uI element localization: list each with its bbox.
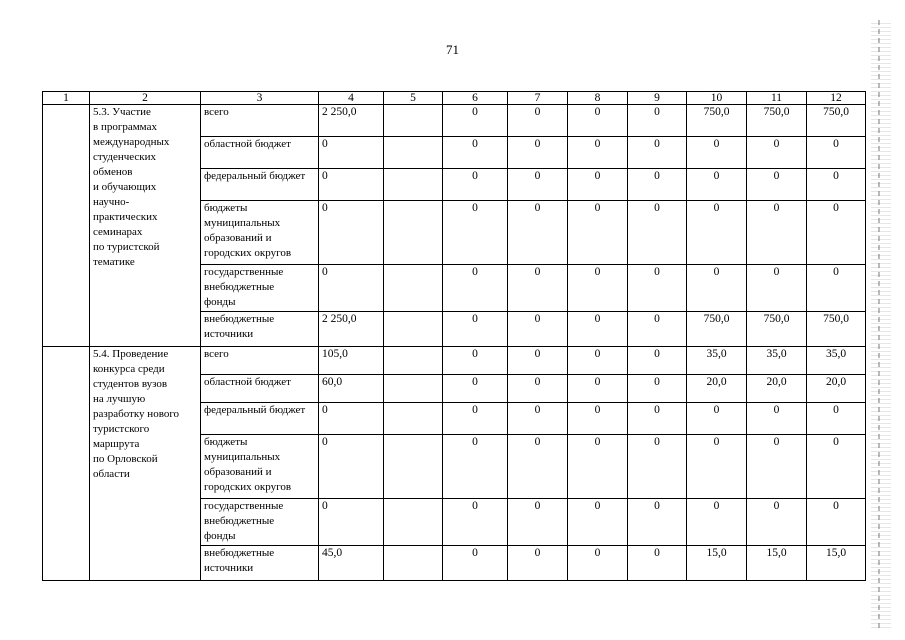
amount-c10: 750,0 [687,312,747,347]
column-header: 3 [201,92,319,105]
amount-c11: 0 [747,169,807,201]
amount-c11: 0 [747,265,807,312]
amount-c11: 750,0 [747,105,807,137]
amount-c11: 0 [747,137,807,169]
amount-c12: 750,0 [807,105,866,137]
table-row [43,347,866,375]
funding-source: всего [201,105,319,137]
column-header: 1 [43,92,90,105]
funding-source: внебюджетные источники [201,546,319,581]
amount-c7: 0 [508,105,568,137]
scan-artifact [878,20,880,630]
column-header: 7 [508,92,568,105]
amount-c9: 0 [628,546,687,581]
amount-c8: 0 [568,375,628,403]
amount-c11: 0 [747,201,807,265]
amount-c6: 0 [443,499,508,546]
amount-c4: 60,0 [319,375,384,403]
amount-c8: 0 [568,499,628,546]
page-number: 71 [446,42,459,57]
amount-c10: 0 [687,137,747,169]
amount-c12: 0 [807,169,866,201]
amount-c8: 0 [568,169,628,201]
amount-c8: 0 [568,435,628,499]
funding-source: областной бюджет [201,375,319,403]
amount-c5 [384,347,443,375]
amount-c8: 0 [568,312,628,347]
amount-c6: 0 [443,435,508,499]
amount-c10: 0 [687,499,747,546]
amount-c9: 0 [628,312,687,347]
amount-c5 [384,265,443,312]
amount-c9: 0 [628,201,687,265]
row-index-cell [43,347,90,581]
funding-source: федеральный бюджет [201,169,319,201]
amount-c6: 0 [443,546,508,581]
amount-c6: 0 [443,105,508,137]
amount-c5 [384,169,443,201]
amount-c4: 2 250,0 [319,312,384,347]
amount-c9: 0 [628,499,687,546]
column-header: 11 [747,92,807,105]
funding-source: бюджеты муниципальных образований и городских округов [201,201,319,265]
column-number-row [43,92,866,105]
amount-c4: 0 [319,499,384,546]
amount-c10: 750,0 [687,105,747,137]
amount-c11: 0 [747,435,807,499]
amount-c10: 0 [687,435,747,499]
funding-source: государственные внебюджетные фонды [201,499,319,546]
amount-c4: 0 [319,137,384,169]
amount-c6: 0 [443,137,508,169]
scan-artifact [871,20,891,630]
amount-c10: 0 [687,169,747,201]
amount-c8: 0 [568,347,628,375]
column-header: 9 [628,92,687,105]
funding-source: бюджеты муниципальных образований и городских округов [201,435,319,499]
funding-source: внебюджетные источники [201,312,319,347]
amount-c4: 105,0 [319,347,384,375]
column-header: 2 [90,92,201,105]
measure-name: 5.4. Проведение конкурса среди студентов вузов на лучшую разработку нового туристского маршрута по Орловской области [90,347,201,581]
amount-c12: 0 [807,499,866,546]
amount-c9: 0 [628,137,687,169]
amount-c7: 0 [508,546,568,581]
amount-c12: 0 [807,265,866,312]
amount-c8: 0 [568,137,628,169]
amount-c10: 20,0 [687,375,747,403]
amount-c11: 0 [747,403,807,435]
amount-c5 [384,375,443,403]
amount-c11: 750,0 [747,312,807,347]
amount-c11: 0 [747,499,807,546]
amount-c10: 0 [687,265,747,312]
amount-c9: 0 [628,347,687,375]
amount-c6: 0 [443,169,508,201]
amount-c6: 0 [443,347,508,375]
amount-c7: 0 [508,312,568,347]
amount-c4: 0 [319,435,384,499]
amount-c9: 0 [628,105,687,137]
amount-c8: 0 [568,403,628,435]
amount-c9: 0 [628,169,687,201]
amount-c8: 0 [568,265,628,312]
amount-c4: 0 [319,265,384,312]
amount-c9: 0 [628,265,687,312]
amount-c8: 0 [568,105,628,137]
amount-c6: 0 [443,265,508,312]
amount-c12: 20,0 [807,375,866,403]
amount-c7: 0 [508,137,568,169]
amount-c8: 0 [568,546,628,581]
amount-c9: 0 [628,375,687,403]
table-row [43,105,866,137]
funding-source: областной бюджет [201,137,319,169]
budget-table [42,91,866,581]
amount-c10: 35,0 [687,347,747,375]
amount-c4: 2 250,0 [319,105,384,137]
amount-c5 [384,403,443,435]
amount-c7: 0 [508,499,568,546]
amount-c7: 0 [508,201,568,265]
amount-c7: 0 [508,347,568,375]
amount-c12: 35,0 [807,347,866,375]
amount-c4: 0 [319,201,384,265]
measure-name: 5.3. Участие в программах международных студенческих обменов и обучающих научно- практических семинарах по туристской тематике [90,105,201,347]
funding-source: федеральный бюджет [201,403,319,435]
amount-c7: 0 [508,375,568,403]
column-header: 8 [568,92,628,105]
amount-c12: 750,0 [807,312,866,347]
amount-c10: 0 [687,403,747,435]
amount-c12: 0 [807,403,866,435]
amount-c5 [384,499,443,546]
column-header: 10 [687,92,747,105]
amount-c7: 0 [508,169,568,201]
column-header: 12 [807,92,866,105]
amount-c9: 0 [628,403,687,435]
amount-c11: 35,0 [747,347,807,375]
amount-c5 [384,105,443,137]
amount-c7: 0 [508,265,568,312]
amount-c6: 0 [443,403,508,435]
funding-source: государственные внебюджетные фонды [201,265,319,312]
amount-c12: 0 [807,137,866,169]
amount-c5 [384,201,443,265]
amount-c10: 15,0 [687,546,747,581]
amount-c7: 0 [508,435,568,499]
funding-source: всего [201,347,319,375]
amount-c7: 0 [508,403,568,435]
amount-c4: 45,0 [319,546,384,581]
column-header: 5 [384,92,443,105]
amount-c6: 0 [443,375,508,403]
amount-c8: 0 [568,201,628,265]
row-index-cell [43,105,90,347]
column-header: 6 [443,92,508,105]
amount-c5 [384,137,443,169]
amount-c10: 0 [687,201,747,265]
amount-c5 [384,435,443,499]
amount-c11: 15,0 [747,546,807,581]
amount-c6: 0 [443,312,508,347]
amount-c12: 0 [807,201,866,265]
amount-c11: 20,0 [747,375,807,403]
amount-c4: 0 [319,403,384,435]
column-header: 4 [319,92,384,105]
amount-c5 [384,312,443,347]
amount-c12: 15,0 [807,546,866,581]
amount-c12: 0 [807,435,866,499]
amount-c9: 0 [628,435,687,499]
amount-c4: 0 [319,169,384,201]
amount-c6: 0 [443,201,508,265]
amount-c5 [384,546,443,581]
